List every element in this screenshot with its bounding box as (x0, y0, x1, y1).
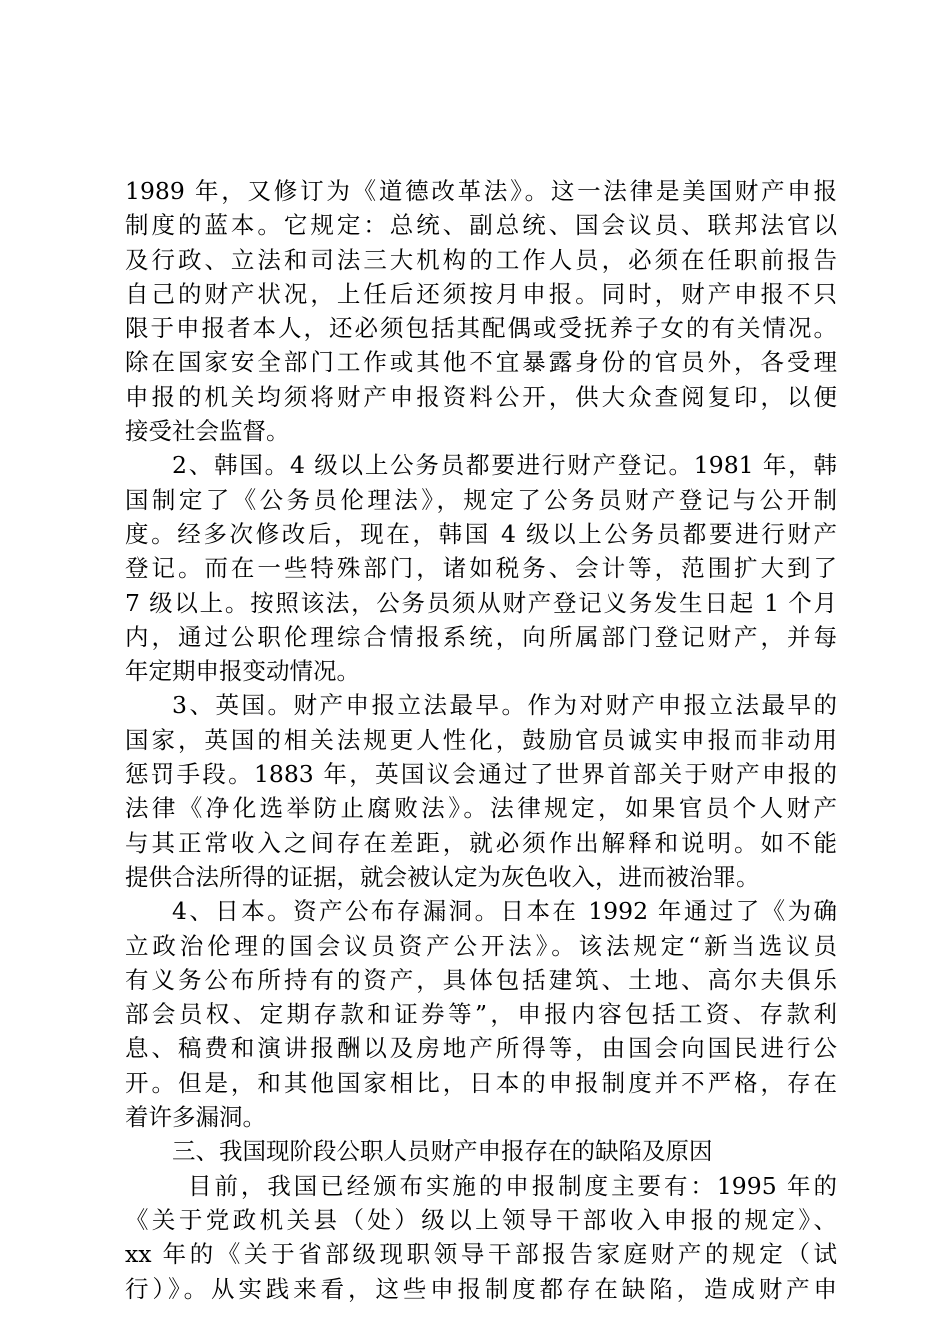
text-line: 内，通过公职伦理综合情报系统，向所属部门登记财产，并每 (125, 622, 837, 651)
paragraph-korea (125, 448, 837, 688)
text-line: xx 年的《关于省部级现职领导干部报告家庭财产的规定（试 (125, 1240, 837, 1269)
text-line: 申报的机关均须将财产申报资料公开，供大众查阅复印，以便 (125, 382, 837, 411)
text-line: 自己的财产状况，上任后还须按月申报。同时，财产申报不只 (125, 279, 837, 308)
section-heading (125, 1134, 837, 1168)
text-line: 除在国家安全部门工作或其他不宜暴露身份的官员外，各受理 (125, 348, 837, 377)
text-line: 着许多漏洞。 (125, 1103, 266, 1132)
text-line: 年定期申报变动情况。 (125, 657, 360, 686)
heading-line: 三、我国现阶段公职人员财产申报存在的缺陷及原因 (172, 1137, 713, 1166)
text-line: 制度的蓝本。它规定：总统、副总统、国会议员、联邦法官以 (125, 211, 837, 240)
text-line: 提供合法所得的证据，就会被认定为灰色收入，进而被治罪。 (125, 862, 760, 891)
text-line: 2、韩国。4 级以上公务员都要进行财产登记。1981 年，韩 (172, 451, 837, 480)
text-line: 行）》。从实践来看，这些申报制度都存在缺陷，造成财产申 (125, 1274, 837, 1303)
text-line: 7 级以上。按照该法，公务员须从财产登记义务发生日起 1 个月 (125, 588, 837, 617)
text-line: 接受社会监督。 (125, 417, 290, 446)
text-line: 度。经多次修改后，现在，韩国 4 级以上公务员都要进行财产 (125, 519, 837, 548)
text-line: 登记。而在一些特殊部门，诸如税务、会计等，范围扩大到了 (125, 554, 837, 583)
document-body (125, 174, 837, 1306)
text-line: 1989 年，又修订为《道德改革法》。这一法律是美国财产申报 (125, 177, 837, 205)
paragraph-us (125, 174, 837, 448)
text-line: 目前，我国已经颁布实施的申报制度主要有：1995 年的 (188, 1171, 837, 1200)
text-line: 《关于党政机关县（处）级以上领导干部收入申报的规定》、 (125, 1205, 837, 1234)
text-line: 部会员权、定期存款和证券等”，申报内容包括工资、存款利 (125, 1000, 837, 1029)
text-line: 及行政、立法和司法三大机构的工作人员，必须在任职前报告 (125, 245, 837, 274)
text-line: 国家，英国的相关法规更人性化，鼓励官员诚实申报而非动用 (125, 725, 837, 754)
text-line: 法律《净化选举防止腐败法》。法律规定，如果官员个人财产 (125, 794, 837, 823)
text-line: 开。但是，和其他国家相比，日本的申报制度并不严格，存在 (125, 1068, 837, 1097)
text-line: 4、日本。资产公布存漏洞。日本在 1992 年通过了《为确 (172, 897, 837, 926)
paragraph-uk (125, 688, 837, 894)
text-line: 限于申报者本人，还必须包括其配偶或受抚养子女的有关情况。 (125, 314, 837, 343)
text-line: 息、稿费和演讲报酬以及房地产所得等，由国会向国民进行公 (125, 1034, 837, 1063)
text-line: 国制定了《公务员伦理法》，规定了公务员财产登记与公开制 (125, 485, 837, 514)
text-line: 有义务公布所持有的资产，具体包括建筑、土地、高尔夫俱乐 (125, 965, 837, 994)
text-line: 与其正常收入之间存在差距，就必须作出解释和说明。如不能 (125, 828, 837, 857)
text-line: 立政治伦理的国会议员资产公开法》。该法规定“新当选议员 (125, 931, 837, 960)
paragraph-china (125, 1169, 837, 1306)
text-line: 惩罚手段。1883 年，英国议会通过了世界首部关于财产申报的 (125, 760, 837, 789)
paragraph-japan (125, 894, 837, 1134)
text-line: 3、英国。财产申报立法最早。作为对财产申报立法最早的 (172, 691, 837, 720)
